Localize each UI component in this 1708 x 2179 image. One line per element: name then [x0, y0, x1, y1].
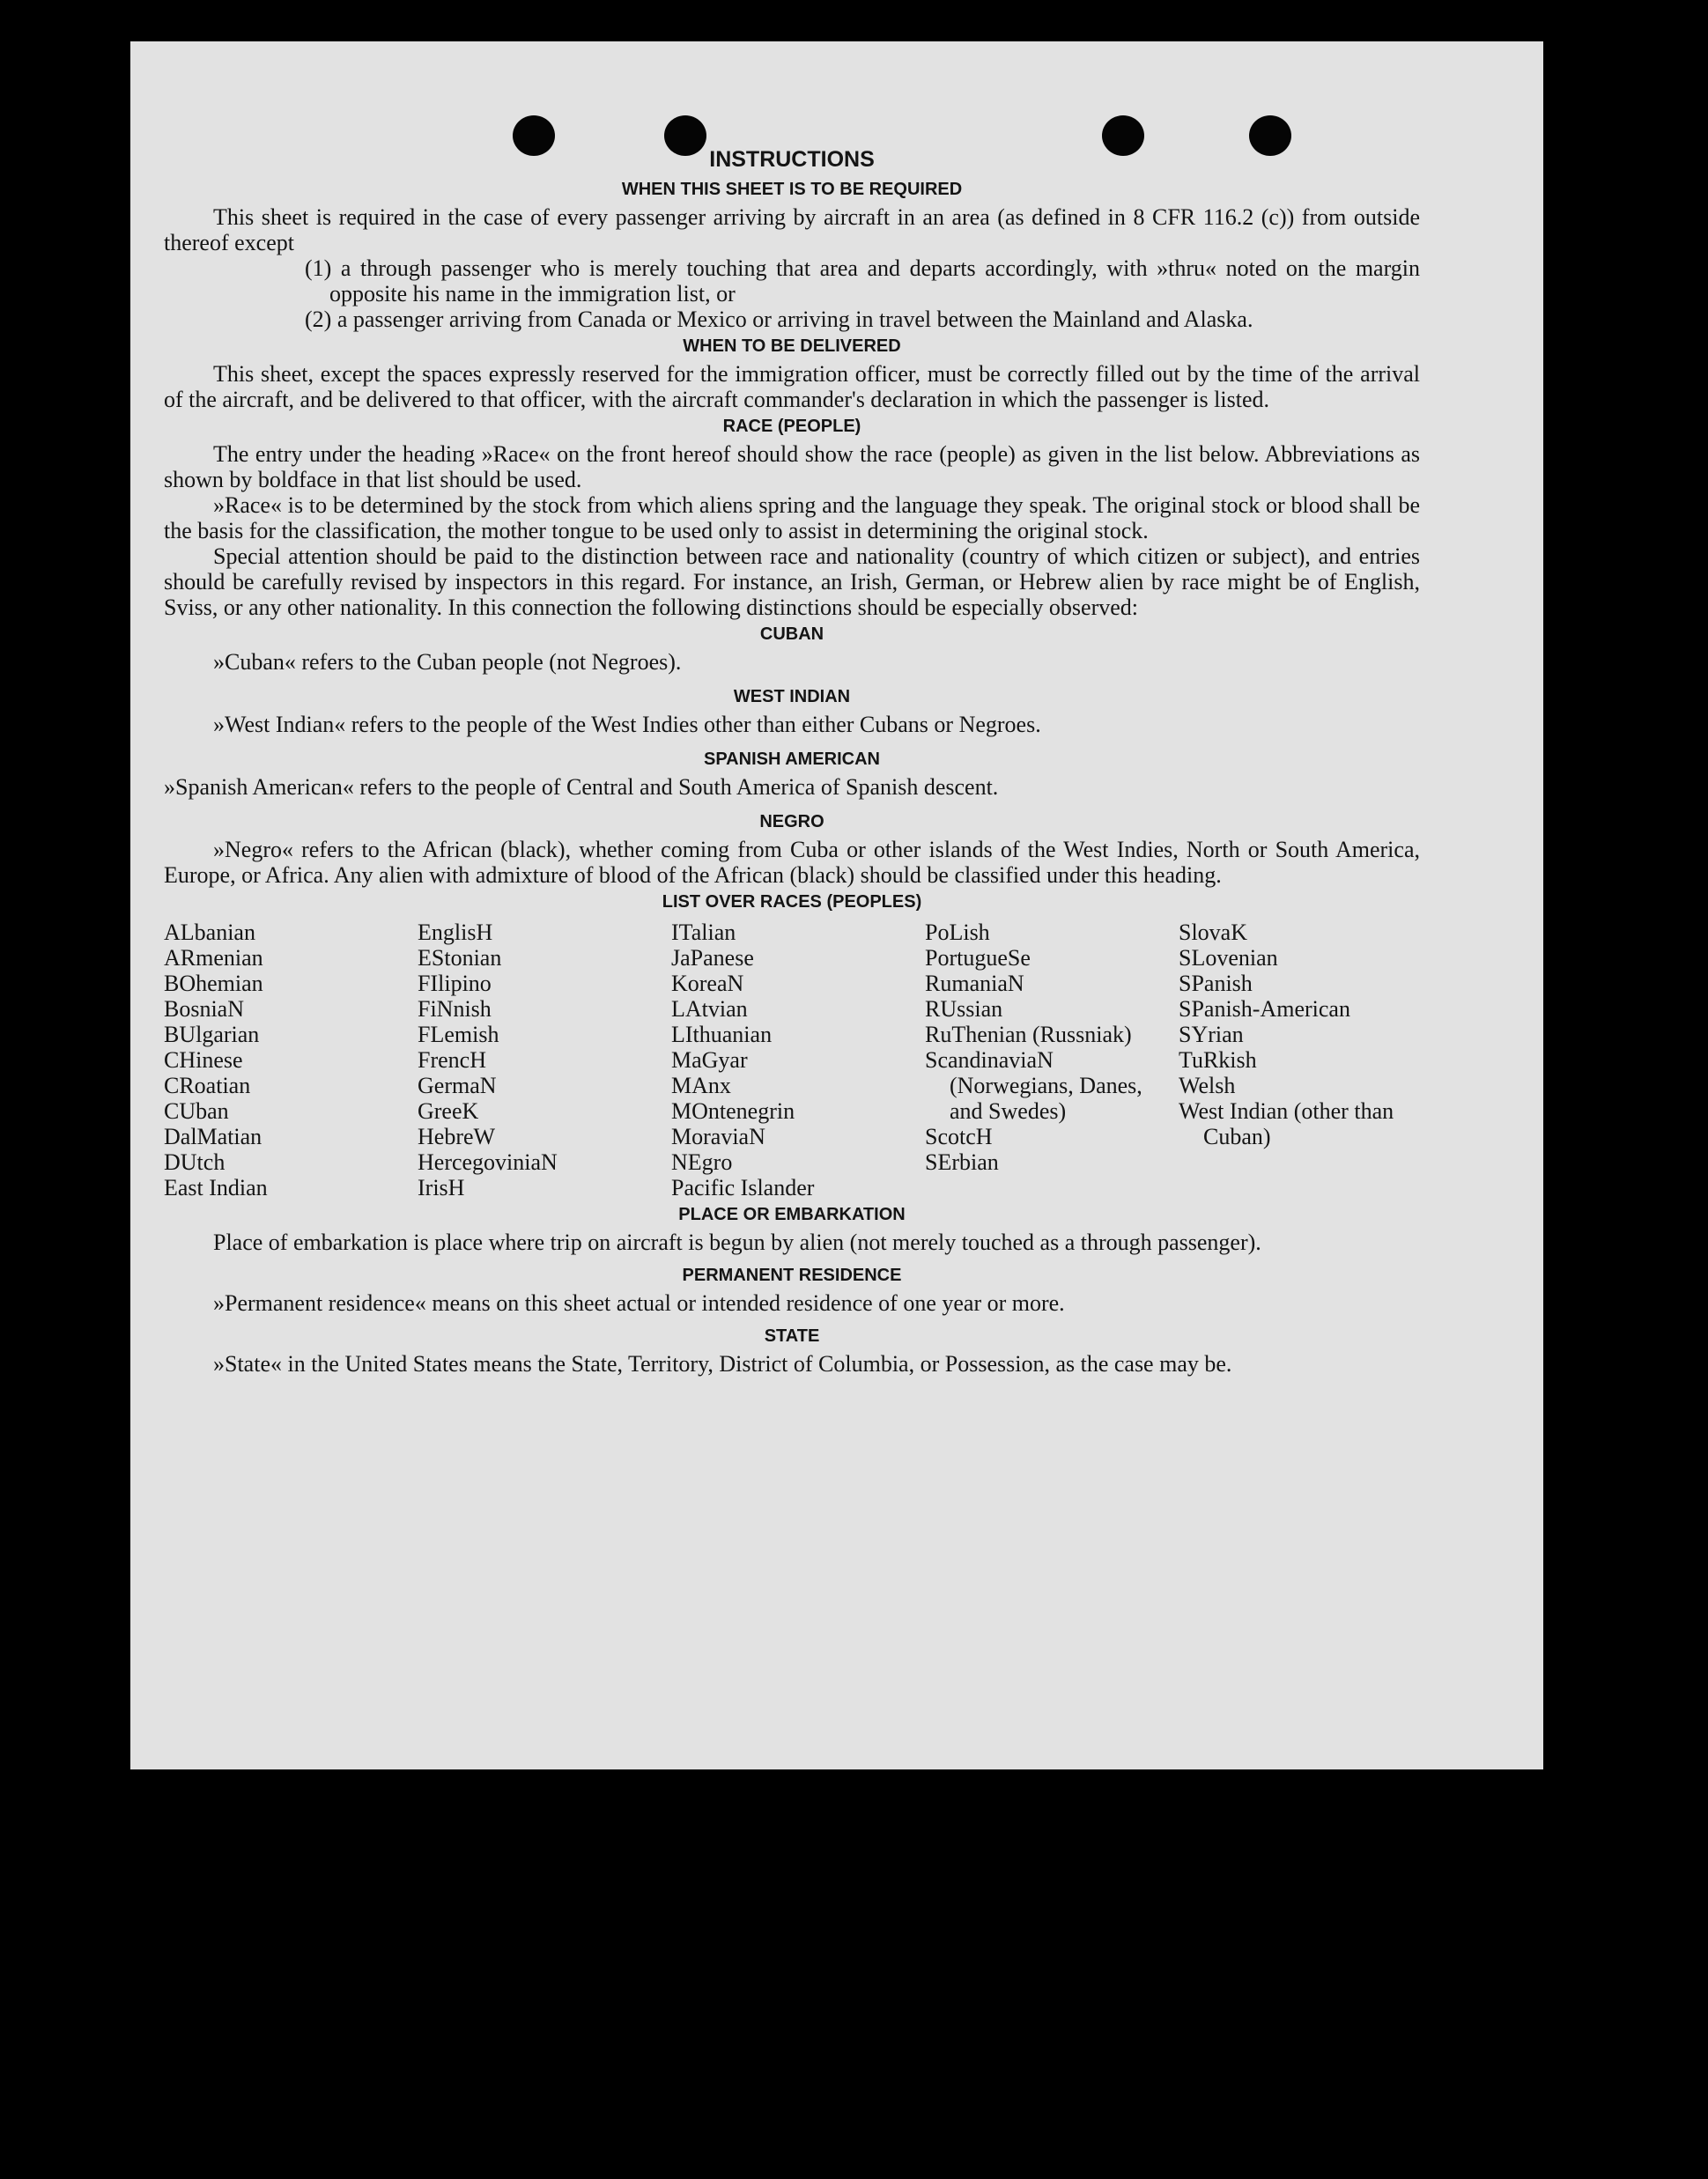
- race-item: MOntenegrin: [671, 1098, 795, 1124]
- paragraph: »Negro« refers to the African (black), whether coming from Cuba or other islands of the West Indies, North or South America, Europe, or Africa. Any alien with admixture of blood of the African (black) should be classified under this heading.: [164, 837, 1420, 888]
- instructions-text: [164, 144, 1420, 1377]
- race-item: MoraviaN: [671, 1124, 765, 1149]
- paragraph: »Permanent residence« means on this sheet actual or intended residence of one year or more.: [213, 1290, 1065, 1316]
- race-item: RUssian: [925, 996, 1003, 1022]
- paragraph: »State« in the United States means the State, Territory, District of Columbia, or Possession, as the case may be.: [213, 1351, 1232, 1377]
- race-item: FIlipino: [418, 971, 492, 996]
- race-column: [164, 920, 418, 1200]
- race-list: [164, 920, 1420, 1200]
- section-heading: PLACE OR EMBARKATION: [678, 1205, 906, 1224]
- section-heading: NEGRO: [759, 812, 824, 831]
- paragraph: This sheet, except the spaces expressly reserved for the immigration officer, must be correctly filled out by the time of the arrival of the aircraft, and be delivered to that officer, with the aircraft commander's declaration in which the passenger is listed.: [164, 361, 1420, 412]
- race-item: MaGyar: [671, 1047, 748, 1073]
- race-item: BosniaN: [164, 996, 244, 1022]
- race-item: SPanish: [1179, 971, 1253, 996]
- race-item: HebreW: [418, 1124, 496, 1149]
- paragraph: This sheet is required in the case of every passenger arriving by aircraft in an area (as defined in 8 CFR 116.2 (c)) from outside thereof except: [164, 204, 1420, 255]
- race-item: RumaniaN: [925, 971, 1024, 996]
- paragraph: The entry under the heading »Race« on the front hereof should show the race (people) as given in the list below. Abbreviations as shown by boldface in that list should be used.: [164, 441, 1420, 492]
- section-heading: WHEN THIS SHEET IS TO BE REQUIRED: [621, 180, 963, 199]
- section-heading: STATE: [764, 1326, 820, 1346]
- section-heading: CUBAN: [759, 624, 824, 644]
- race-item: IrisH: [418, 1175, 465, 1200]
- section-heading: WEST INDIAN: [733, 687, 851, 706]
- race-item: CUban: [164, 1098, 229, 1124]
- race-item: Pacific Islander: [671, 1175, 815, 1200]
- section-heading: PERMANENT RESIDENCE: [682, 1266, 902, 1285]
- race-list-heading: LIST OVER RACES (PEOPLES): [662, 892, 922, 912]
- race-item: SPanish-American: [1179, 996, 1350, 1022]
- race-item: FrencH: [418, 1047, 486, 1073]
- race-item: CHinese: [164, 1047, 243, 1073]
- race-item: JaPanese: [671, 945, 754, 971]
- race-item: EStonian: [418, 945, 502, 971]
- race-item: TuRkish: [1179, 1047, 1257, 1073]
- paragraph: »West Indian« refers to the people of the West Indies other than either Cubans or Negroes.: [213, 712, 1041, 737]
- paragraph: Special attention should be paid to the distinction between race and nationality (country of which citizen or subject), and entries should be carefully revised by inspectors in this regard. For instance, an Irish, German, or Hebrew alien by race might be of English, Sviss, or any other nationality. In this connection the following distinctions should be especially observed:: [164, 543, 1420, 620]
- race-item: CRoatian: [164, 1073, 251, 1098]
- paragraph: »Race« is to be determined by the stock from which aliens spring and the language they speak. The original stock or blood shall be the basis for the classification, the mother tongue to be used only to assist in determining the original stock.: [164, 492, 1420, 543]
- race-item: FLemish: [418, 1022, 499, 1047]
- race-column: [418, 920, 671, 1200]
- list-item: (1) a through passenger who is merely touching that area and departs accordingly, with »thru« noted on the margin opposite his name in the immigration list, or: [305, 255, 1420, 307]
- list-item: (2) a passenger arriving from Canada or Mexico or arriving in travel between the Mainland and Alaska.: [305, 307, 1253, 332]
- race-item: PoLish: [925, 920, 990, 945]
- race-item: KoreaN: [671, 971, 744, 996]
- paragraph: »Spanish American« refers to the people of Central and South America of Spanish descent.: [164, 774, 999, 800]
- race-item: MAnx: [671, 1073, 731, 1098]
- race-item: SYrian: [1179, 1022, 1244, 1047]
- paragraph: »Cuban« refers to the Cuban people (not Negroes).: [213, 649, 682, 675]
- race-item: ITalian: [671, 920, 736, 945]
- section-heading: RACE (PEOPLE): [722, 417, 861, 436]
- race-column: [1179, 920, 1432, 1200]
- section-heading: SPANISH AMERICAN: [703, 750, 880, 769]
- race-item: GreeK: [418, 1098, 479, 1124]
- race-item: DalMatian: [164, 1124, 262, 1149]
- race-item: SLovenian: [1179, 945, 1278, 971]
- race-item: FiNnish: [418, 996, 492, 1022]
- race-item: SErbian: [925, 1149, 999, 1175]
- race-item: HercegoviniaN: [418, 1149, 558, 1175]
- section-heading: WHEN TO BE DELIVERED: [683, 336, 901, 356]
- race-item: RuThenian (Russniak): [925, 1022, 1132, 1047]
- race-item: ScotcH: [925, 1124, 993, 1149]
- race-item: EnglisH: [418, 920, 493, 945]
- page-title: INSTRUCTIONS: [709, 147, 875, 172]
- race-item: NEgro: [671, 1149, 733, 1175]
- race-item: LIthuanian: [671, 1022, 773, 1047]
- race-column: [671, 920, 925, 1200]
- race-item: DUtch: [164, 1149, 226, 1175]
- race-item: PortugueSe: [925, 945, 1031, 971]
- race-item: SlovaK: [1179, 920, 1247, 945]
- race-item: ARmenian: [164, 945, 263, 971]
- race-item: LAtvian: [671, 996, 748, 1022]
- race-item: BOhemian: [164, 971, 263, 996]
- race-item: BUlgarian: [164, 1022, 260, 1047]
- race-item: ScandinaviaN (Norwegians, Danes, and Swedes): [925, 1047, 1142, 1124]
- race-item: East Indian: [164, 1175, 268, 1200]
- race-column: [925, 920, 1179, 1200]
- race-item: ALbanian: [164, 920, 255, 945]
- race-item: West Indian (other than Cuban): [1179, 1098, 1394, 1149]
- race-item: GermaN: [418, 1073, 497, 1098]
- paragraph: Place of embarkation is place where trip on aircraft is begun by alien (not merely touched as a through passenger).: [213, 1230, 1261, 1255]
- race-item: Welsh: [1179, 1073, 1236, 1098]
